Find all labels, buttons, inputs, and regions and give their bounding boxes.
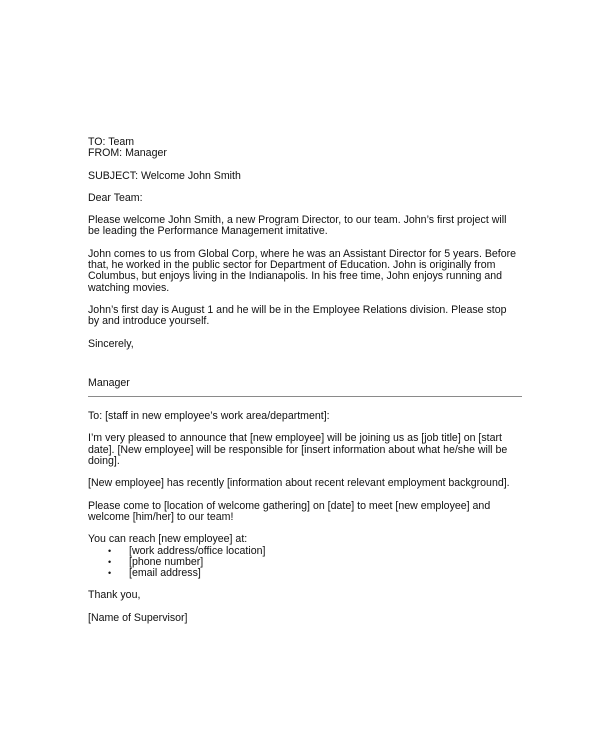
template-paragraph: [New employee] has recently [information about recent relevant employment background].	[88, 477, 510, 490]
template-greeting: To: [staff in new employee’s work area/department]:	[88, 410, 330, 423]
template-signature: [Name of Supervisor]	[88, 611, 188, 624]
list-item	[88, 568, 528, 579]
template-closing: Thank you,	[88, 589, 141, 602]
memo-salutation: Dear Team:	[88, 191, 143, 204]
bullet-icon: •	[108, 556, 112, 567]
contact-item-text: [email address]	[129, 567, 201, 580]
contact-list	[88, 546, 528, 580]
bullet-icon: •	[108, 568, 112, 579]
template-paragraph: Please come to [location of welcome gathering] on [date] to meet [new employee] and welcome [him/her] to our team!	[88, 499, 491, 523]
template-paragraph: I’m very pleased to announce that [new employee] will be joining us as [job title] on [start date]. [New employee] will be responsible for [insert information about what he/she will be doing].	[88, 432, 508, 468]
memo-paragraph: John comes to us from Global Corp, where he was an Assistant Director for 5 years. Before that, he worked in the public sector for Department of Education. John is originally from Columbus, but enjoys living in the Indianapolis. In his free time, John enjoys running and watching movies.	[88, 247, 517, 294]
bullet-icon: •	[108, 545, 112, 556]
memo-paragraph: John’s first day is August 1 and he will be in the Employee Relations division. Please stop by and introduce yourself.	[88, 303, 507, 328]
memo-closing: Sincerely,	[88, 337, 134, 350]
memo-paragraph: Please welcome John Smith, a new Program Director, to our team. John’s first project will be leading the Performance Management imitative.	[88, 214, 507, 238]
memo-subject: SUBJECT: Welcome John Smith	[88, 169, 241, 182]
memo-signature: Manager	[88, 376, 130, 389]
memo-to: TO: Team	[88, 136, 135, 148]
section-divider	[88, 396, 522, 397]
memo-from: FROM: Manager	[88, 147, 167, 160]
contact-item-text: [work address/office location]	[129, 544, 266, 557]
contact-item-text: [phone number]	[129, 555, 204, 568]
letter-content	[88, 137, 528, 624]
template-reach-intro: You can reach [new employee] at:	[88, 533, 248, 546]
